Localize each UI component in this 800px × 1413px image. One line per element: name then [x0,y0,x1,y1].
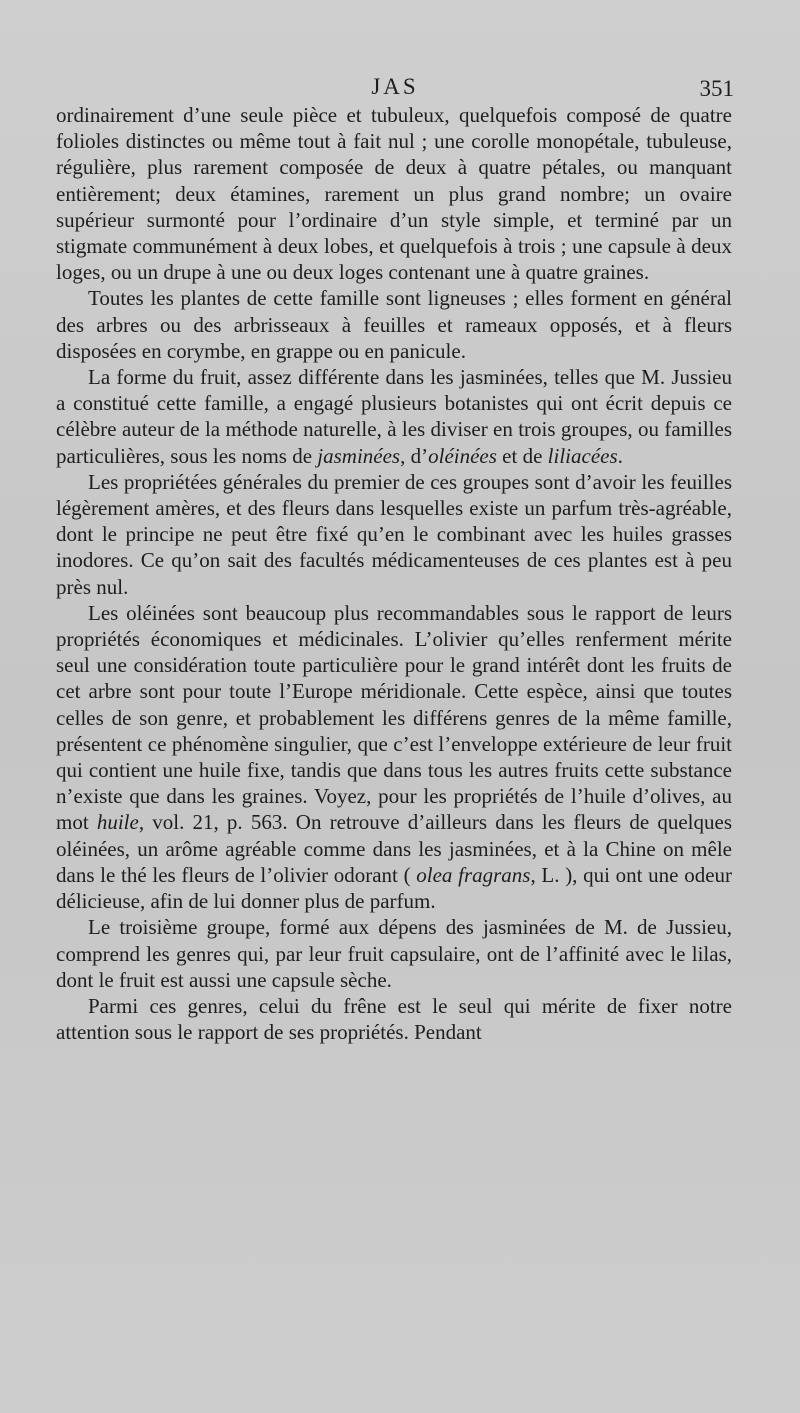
text-run: Parmi ces genres, celui du frêne est le seul qui mérite de fixer notre attention sous le rapport de ses propriétés. Pendant [56,993,732,1045]
text-run: Toutes les plantes de cette famille sont ligneuses ; elles forment en général des arbres ou des arbrisseaux à feuilles et rameaux opposés, et à fleurs disposées en corymbe, en grappe ou en panicule. [56,286,732,363]
running-title: JAS [371,74,419,99]
paragraph [56,914,732,993]
text-run: , L. ), qui ont une odeur délicieuse, afin de lui donner plus de parfum. [56,862,733,914]
paragraph [56,102,732,285]
italic-term: huile [96,810,139,835]
text-run: Le troisième groupe, formé aux dépens des jasminées de M. de Jussieu, comprend les genres qui, par leur fruit capsulaire, ont de l’affinité avec le lilas, dont le fruit est aussi une capsule sèche. [56,915,732,992]
paragraph [56,469,732,600]
text-run: ordinairement d’une seule pièce et tubuleux, quelquefois composé de quatre folioles distinctes ou même tout à fait nul ; une corolle monopétale, tubuleuse, régulière, plus rarement composée de deux à quatre pétales, ou manquant entièrement; deux étamines, rarement un plus grand nombre; un ovaire supérieur surmonté pour l’ordinaire d’un style simple, et terminé par un stigmate communément à deux lobes, et quelquefois à trois ; une capsule à deux loges, ou un drupe à une ou deux loges contenant une à quatre graines. [56,103,732,285]
italic-term: liliacées [547,443,618,468]
paragraph [56,364,732,469]
paragraph [56,285,732,364]
paragraph [56,993,732,1045]
text-run: , d’ [400,443,429,468]
text-run: La forme du fruit, assez différente dans les jasminées, telles que M. Jussieu a constitué cette famille, a engagé plusieurs botanistes qui ont écrit depuis ce célèbre auteur de la méthode naturelle, à les diviser en trois groupes, ou familles particulières, sous les noms de [56,365,732,468]
paragraph [56,600,732,914]
page-number: 351 [699,76,734,101]
text-run: et de [496,443,548,468]
italic-term: olea fragrans [416,862,531,887]
page-header [56,70,734,104]
body-text [56,102,732,1045]
text-run: Les propriétées générales du premier de ces groupes sont d’avoir les feuilles légèrement amères, et des fleurs dans lesquelles existe un parfum très-agréable, dont le principe ne peut être fixé qu’en le combinant avec les huiles grasses inodores. Ce qu’on sait des facultés médicamenteuses de ces plantes est à peu près nul. [56,469,732,599]
text-run: . [617,443,623,468]
italic-term: oléinées [428,443,497,468]
text-run: Les oléinées sont beaucoup plus recommandables sous le rapport de leurs propriétés économiques et médicinales. L’olivier qu’elles renferment mérite seul une considération toute particulière pour le grand intérêt dont les fruits de cet arbre sont pour toute l’Europe méridionale. Cette espèce, ainsi que toutes celles de son genre, et probablement les différens genres de la même famille, présentent ce phénomène singulier, que c’est l’enveloppe extérieure de leur fruit qui contient une huile fixe, tandis que dans tous les autres fruits cette substance n’existe que dans les graines. Voyez, pour les propriétés de l’huile d’olives, au mot [56,600,732,835]
italic-term: jasminées [317,443,401,468]
text-run: , vol. 21, p. 563. On retrouve d’ailleurs dans les fleurs de quelques oléinées, un arôme agréable comme dans les jasminées, et à la Chine on mêle dans le thé les fleurs de l’olivier odorant ( [56,810,732,887]
